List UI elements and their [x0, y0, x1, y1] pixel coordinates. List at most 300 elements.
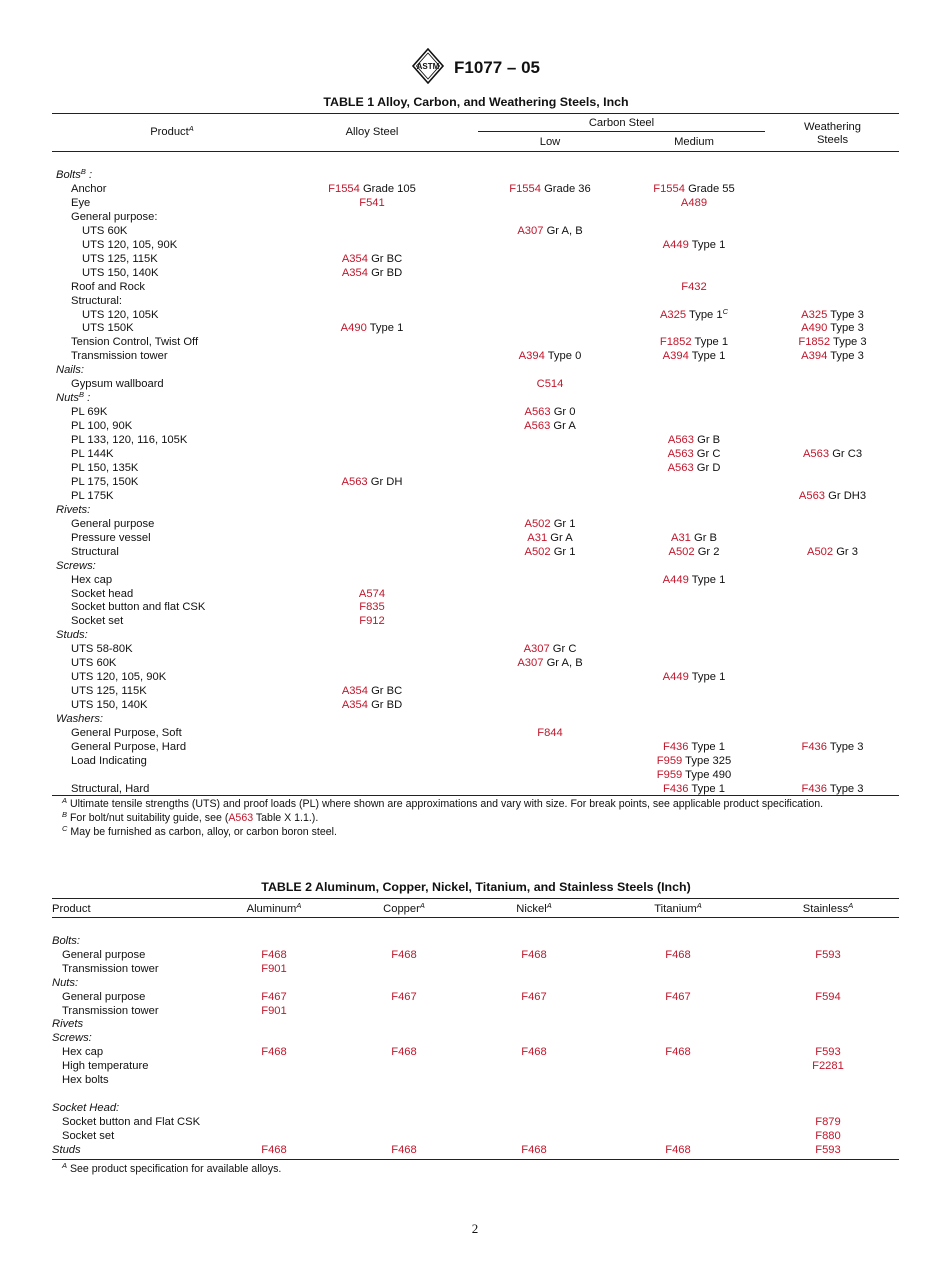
row-label: [71, 656, 116, 670]
table2-top-rule: [52, 898, 899, 899]
row-label: [71, 210, 157, 224]
header-text: Titanium: [654, 903, 697, 915]
spec-link[interactable]: F593: [815, 1143, 841, 1156]
row-label: [71, 517, 154, 531]
spec-link[interactable]: C514: [536, 378, 564, 391]
category-label: [52, 1101, 119, 1115]
spec-cell-alloy: [292, 698, 452, 712]
row-label-text: Studs:: [56, 629, 88, 642]
spec-link[interactable]: F467: [391, 990, 417, 1003]
row-label-text: Tension Control, Twist Off: [71, 336, 199, 349]
spec-cell: [608, 1045, 748, 1059]
row-label-text: Structural:: [71, 294, 122, 307]
spec-cell-alloy: [292, 182, 452, 196]
row-label: [71, 740, 186, 754]
category-label: [52, 1017, 83, 1031]
spec-link[interactable]: A307: [517, 657, 544, 670]
header-text: Copper: [383, 903, 420, 915]
row-label: [71, 182, 106, 196]
spec-cell: [758, 948, 898, 962]
header-product: [52, 125, 292, 139]
spec-note: Type 325: [682, 754, 732, 767]
spec-cell-weathering: [765, 349, 900, 363]
table1-top-rule: [52, 113, 899, 114]
spec-link[interactable]: F879: [815, 1115, 841, 1128]
spec-link[interactable]: A394: [801, 350, 828, 363]
spec-cell-low: [478, 224, 622, 238]
header-text: Nickel: [516, 903, 547, 915]
spec-link[interactable]: F835: [359, 601, 385, 614]
category-label: [52, 976, 78, 990]
spec-note: Gr A, B: [543, 224, 583, 237]
spec-cell: [204, 1143, 344, 1157]
row-label-text: Rivets: [52, 1018, 84, 1031]
spec-cell-medium: [622, 531, 766, 545]
row-label-text: Screws:: [56, 559, 96, 572]
spec-link[interactable]: A563: [228, 811, 254, 824]
header-weathering-steels: Steels: [816, 134, 849, 146]
row-label-text: UTS 125, 115K: [82, 252, 158, 265]
row-label-text: UTS 58-80K: [71, 643, 133, 656]
spec-link[interactable]: F468: [521, 1046, 547, 1059]
spec-link[interactable]: A307: [517, 224, 544, 237]
row-label-text: Socket Head:: [52, 1101, 120, 1114]
spec-link[interactable]: A563: [524, 420, 551, 433]
row-label: [71, 642, 133, 656]
row-label-text: Transmission tower: [62, 962, 159, 975]
footnote-mark: A: [296, 901, 302, 910]
category-label: [52, 934, 80, 948]
footnote-text: See product specification for available alloys.: [67, 1163, 282, 1175]
row-label: [71, 670, 166, 684]
row-label-text: Hex cap: [62, 1046, 104, 1059]
spec-note: Type 3: [827, 740, 864, 753]
spec-note: Gr DH: [367, 475, 403, 488]
category-label: [52, 1143, 81, 1157]
spec-cell: [758, 1045, 898, 1059]
spec-link[interactable]: A502: [524, 517, 551, 530]
spec-note: Type 1: [686, 308, 723, 321]
spec-link[interactable]: F436: [801, 740, 827, 753]
spec-link[interactable]: F594: [815, 990, 841, 1003]
row-label: [62, 948, 145, 962]
footnote-text: Table X 1.1.).: [253, 811, 319, 824]
spec-link[interactable]: A394: [518, 350, 545, 363]
spec-link[interactable]: A563: [667, 448, 694, 460]
spec-cell: [334, 1143, 474, 1157]
spec-link[interactable]: F436: [801, 782, 827, 795]
spec-cell-weathering: [765, 447, 900, 461]
spec-link[interactable]: A563: [341, 475, 368, 488]
spec-link[interactable]: A307: [523, 643, 550, 656]
row-label-text: Pressure vessel: [71, 531, 151, 544]
spec-link[interactable]: F959: [656, 754, 683, 767]
footnote-mark: B: [62, 809, 68, 819]
row-label: [71, 587, 133, 601]
footnote-mark: A: [848, 901, 854, 910]
row-label-text: PL 133, 120, 116, 105K: [71, 434, 188, 447]
row-label-text: General purpose: [62, 948, 146, 961]
footnote-mark: A: [62, 1161, 68, 1170]
spec-link[interactable]: F468: [665, 948, 691, 961]
spec-cell-medium: [622, 182, 766, 196]
spec-link[interactable]: F436: [663, 740, 689, 753]
row-label: [71, 349, 168, 363]
category-label: [56, 391, 90, 405]
table1-title: TABLE 1 Alloy, Carbon, and Weathering Steels, Inch: [323, 95, 629, 109]
spec-link[interactable]: F468: [391, 948, 417, 961]
category-label: [56, 628, 88, 642]
row-label-text: General Purpose, Hard: [71, 740, 187, 753]
spec-note: Gr B: [694, 434, 721, 447]
footnote-mark: A: [696, 901, 702, 910]
row-label-text: Nuts: [56, 392, 80, 405]
spec-note: Gr C3: [829, 448, 863, 460]
row-label: [71, 419, 132, 433]
header-product-text: Product: [150, 126, 189, 138]
footnote-mark: C: [722, 306, 729, 316]
spec-note: Gr 2: [694, 545, 720, 558]
row-label: [71, 573, 112, 587]
row-label-text: Transmission tower: [62, 1004, 159, 1017]
row-label-text: UTS 120, 105K: [82, 308, 159, 321]
row-label: [62, 1004, 159, 1018]
spec-cell: [464, 948, 604, 962]
spec-link[interactable]: F467: [521, 990, 547, 1003]
row-label: [71, 196, 90, 210]
table2-header-rule: [52, 917, 899, 918]
spec-cell-low: [478, 405, 622, 419]
row-label-text: UTS 60K: [82, 224, 128, 237]
category-label: [56, 168, 92, 182]
row-label: [71, 447, 114, 461]
spec-link[interactable]: F468: [261, 948, 287, 961]
row-label-text: Hex cap: [71, 573, 113, 586]
table2-header-titanium: [608, 902, 748, 916]
spec-link[interactable]: A31: [527, 531, 548, 544]
row-label-text: Bolts: [56, 169, 81, 181]
spec-cell-medium: [622, 335, 766, 349]
spec-cell-alloy: [292, 587, 452, 601]
row-label: [71, 377, 164, 391]
spec-link[interactable]: F468: [521, 1143, 547, 1156]
spec-cell-medium: [622, 196, 766, 210]
row-label-text: UTS 60K: [71, 657, 117, 670]
spec-note: Gr A: [547, 531, 573, 544]
spec-link[interactable]: A449: [662, 671, 689, 684]
spec-link[interactable]: F593: [815, 1046, 841, 1059]
spec-note: Type 1: [366, 322, 404, 335]
spec-cell-medium: [622, 768, 766, 782]
row-label-text: Socket button and Flat CSK: [62, 1115, 201, 1128]
row-label: [71, 475, 138, 489]
row-label-text: General Purpose, Soft: [71, 727, 182, 739]
spec-link[interactable]: F1554: [509, 182, 541, 195]
spec-link[interactable]: A489: [680, 196, 708, 209]
row-label: [71, 405, 107, 419]
spec-cell: [204, 948, 344, 962]
row-label-text: PL 175K: [71, 489, 114, 502]
row-label-text: Gypsum wallboard: [71, 378, 164, 391]
spec-cell-weathering: [765, 489, 900, 503]
spec-link[interactable]: F468: [261, 1046, 287, 1059]
spec-cell-alloy: [292, 600, 452, 614]
row-label: [62, 962, 159, 976]
spec-note: Gr DH3: [825, 489, 867, 502]
spec-link[interactable]: F467: [665, 990, 691, 1003]
row-label-text: Socket button and flat CSK: [71, 601, 206, 614]
spec-link[interactable]: F593: [815, 948, 841, 961]
spec-cell: [204, 990, 344, 1004]
spec-cell-medium: [622, 754, 766, 768]
spec-link[interactable]: F901: [261, 962, 287, 975]
spec-cell-alloy: [292, 196, 452, 210]
row-label-text: Screws:: [52, 1032, 92, 1045]
row-label-text: Hex bolts: [62, 1074, 109, 1086]
row-label: [82, 321, 134, 335]
spec-cell: [464, 1143, 604, 1157]
spec-link[interactable]: A354: [341, 699, 368, 712]
spec-link[interactable]: F467: [261, 990, 287, 1003]
spec-cell-weathering: [765, 545, 900, 559]
spec-cell-weathering: [765, 335, 900, 349]
row-label: [62, 1129, 114, 1143]
row-label: [62, 1073, 109, 1087]
spec-link[interactable]: A502: [524, 545, 551, 558]
category-label: [56, 503, 90, 517]
spec-cell-low: [478, 656, 622, 670]
table2-title: TABLE 2 Aluminum, Copper, Nickel, Titanium, and Stainless Steels (Inch): [261, 880, 691, 894]
row-label-text: UTS 150, 140K: [82, 266, 159, 279]
table2-footnote: [62, 1163, 281, 1175]
spec-link[interactable]: A490: [801, 322, 828, 335]
spec-cell-medium: [622, 670, 766, 684]
spec-link[interactable]: F1554: [328, 182, 360, 195]
spec-note: Gr D: [693, 461, 721, 474]
row-label-text: Structural, Hard: [71, 782, 150, 795]
spec-note: Type 3: [827, 350, 864, 363]
spec-note: Gr B: [690, 531, 717, 544]
spec-cell-medium: [622, 349, 766, 363]
spec-cell-low: [478, 419, 622, 433]
row-label: [71, 489, 114, 503]
row-label-text: Rivets:: [56, 503, 91, 516]
spec-link[interactable]: F436: [663, 782, 689, 795]
spec-link[interactable]: F468: [521, 948, 547, 961]
spec-link[interactable]: A574: [358, 587, 386, 600]
spec-cell: [608, 1143, 748, 1157]
row-label-text: Studs: [52, 1143, 81, 1156]
row-label-text: PL 69K: [71, 406, 108, 419]
spec-cell-medium: [622, 238, 766, 252]
row-label-text: Socket set: [71, 615, 124, 628]
spec-link[interactable]: A354: [341, 266, 368, 279]
spec-link[interactable]: F901: [261, 1004, 287, 1017]
row-label-text: Nails:: [56, 364, 84, 377]
spec-cell-low: [478, 377, 622, 391]
spec-cell: [464, 990, 604, 1004]
spec-cell-medium: [622, 447, 766, 461]
astm-logo-icon: [410, 48, 446, 84]
spec-cell-medium: [622, 740, 766, 754]
row-label-text: General purpose: [71, 517, 155, 530]
header-text: Aluminum: [246, 903, 297, 915]
row-label: [71, 433, 187, 447]
row-label-text: PL 100, 90K: [71, 420, 133, 433]
spec-cell-medium: [622, 461, 766, 475]
table1-footnote: [62, 809, 319, 824]
spec-note: Gr C: [549, 643, 577, 656]
spec-link[interactable]: F959: [656, 768, 683, 781]
spec-link[interactable]: F541: [359, 196, 385, 209]
row-label: [71, 461, 138, 475]
spec-note: Type 1: [688, 238, 726, 251]
spec-cell-medium: [622, 573, 766, 587]
spec-link[interactable]: F468: [665, 1046, 691, 1059]
spec-link[interactable]: F468: [391, 1143, 417, 1156]
spec-note: Grade 36: [540, 182, 591, 195]
spec-link[interactable]: A563: [667, 434, 695, 447]
spec-cell: [758, 1059, 898, 1073]
spec-link[interactable]: F912: [359, 615, 385, 628]
spec-cell-low: [478, 182, 622, 196]
row-label-text: Anchor: [71, 182, 107, 195]
spec-cell: [758, 1143, 898, 1157]
row-label: [82, 308, 159, 322]
spec-cell: [464, 1045, 604, 1059]
spec-link[interactable]: A563: [524, 406, 551, 419]
page-number: 2: [471, 1221, 479, 1236]
spec-link[interactable]: A563: [667, 461, 694, 474]
spec-link[interactable]: A31: [670, 531, 691, 544]
spec-link[interactable]: A490: [340, 322, 367, 335]
row-label-text: PL 144K: [71, 448, 114, 460]
footnote-mark: A: [188, 124, 194, 133]
spec-cell: [334, 990, 474, 1004]
row-label-suffix: :: [84, 392, 91, 405]
row-label: [71, 782, 149, 796]
spec-link[interactable]: F2281: [812, 1060, 844, 1073]
spec-cell-medium: [622, 280, 766, 294]
spec-cell: [334, 1045, 474, 1059]
spec-link[interactable]: F468: [261, 1143, 287, 1156]
row-label: [71, 754, 147, 768]
spec-cell-alloy: [292, 614, 452, 628]
category-label: [56, 363, 84, 377]
table2-header-copper: [334, 902, 474, 916]
spec-link[interactable]: A354: [341, 685, 368, 698]
spec-link[interactable]: F1852: [659, 336, 692, 349]
spec-cell-medium: [622, 782, 766, 796]
spec-link[interactable]: F880: [815, 1129, 841, 1142]
spec-note: Type 3: [827, 308, 864, 321]
spec-link[interactable]: A394: [662, 350, 689, 363]
spec-note: Grade 105: [359, 182, 416, 195]
spec-cell-weathering: [765, 321, 900, 335]
spec-note: Gr BC: [367, 685, 403, 698]
row-label: [62, 1045, 103, 1059]
row-label: [71, 545, 119, 559]
row-label: [71, 294, 122, 308]
footnote-text: For bolt/nut suitability guide, see (: [67, 811, 229, 824]
spec-cell-low: [478, 726, 622, 740]
row-label-text: UTS 150K: [82, 322, 134, 335]
row-label: [71, 600, 205, 614]
row-label: [71, 531, 151, 545]
spec-note: Gr BD: [367, 699, 403, 712]
row-label-text: High temperature: [62, 1060, 149, 1073]
header-text: Stainless: [802, 903, 849, 915]
spec-note: Type 0: [544, 350, 582, 363]
spec-cell: [204, 962, 344, 976]
spec-note: Gr A, B: [543, 657, 583, 670]
row-label: [62, 1115, 200, 1129]
spec-note: Gr C: [693, 448, 721, 460]
row-label-text: UTS 125, 115K: [71, 685, 147, 698]
spec-cell: [608, 948, 748, 962]
row-label-text: Structural: [71, 545, 119, 558]
spec-cell: [758, 1129, 898, 1143]
table2-header-aluminum: [204, 902, 344, 916]
spec-link[interactable]: A563: [802, 448, 830, 460]
spec-link[interactable]: A354: [341, 252, 368, 265]
spec-note: Type 1: [688, 782, 725, 795]
table1-footnote: [62, 823, 337, 838]
spec-link[interactable]: A563: [798, 489, 826, 502]
spec-link[interactable]: F1554: [653, 182, 685, 195]
spec-link[interactable]: A449: [662, 573, 689, 586]
spec-link[interactable]: A449: [662, 238, 689, 251]
spec-link[interactable]: F1852: [798, 336, 831, 349]
footnote-mark: A: [546, 901, 552, 910]
page-header: [0, 48, 950, 84]
footnote-text: May be furnished as carbon, alloy, or carbon boron steel.: [67, 825, 337, 838]
spec-cell: [204, 1004, 344, 1018]
spec-link[interactable]: A325: [659, 308, 687, 321]
spec-link[interactable]: A502: [668, 545, 695, 558]
row-label-text: Socket head: [71, 587, 134, 600]
row-label-text: Roof and Rock: [71, 280, 146, 293]
spec-cell: [758, 1115, 898, 1129]
spec-note: Type 3: [827, 322, 864, 335]
spec-link[interactable]: F844: [537, 727, 563, 739]
spec-link[interactable]: F468: [391, 1046, 417, 1059]
spec-cell-alloy: [292, 266, 452, 280]
row-label-suffix: :: [85, 169, 93, 181]
row-label: [71, 614, 123, 628]
spec-note: Gr 1: [550, 545, 576, 558]
row-label: [82, 252, 158, 266]
spec-link[interactable]: F468: [665, 1143, 691, 1156]
row-label-text: UTS 120, 105, 90K: [71, 671, 167, 684]
spec-note: Gr 0: [550, 406, 576, 419]
table2-header-nickel: [464, 902, 604, 916]
spec-link[interactable]: A502: [806, 545, 834, 558]
row-label: [71, 280, 145, 294]
spec-note: Gr BD: [367, 266, 403, 279]
row-label-text: UTS 150, 140K: [71, 699, 148, 712]
spec-link[interactable]: A325: [801, 308, 828, 321]
spec-note: Type 1: [688, 350, 726, 363]
footnote-mark: A: [419, 901, 425, 910]
spec-note: Type 1: [688, 671, 726, 684]
document-designation: F1077 – 05: [454, 58, 541, 77]
spec-link[interactable]: F432: [681, 280, 707, 293]
spec-cell-low: [478, 642, 622, 656]
spec-note: Gr A: [550, 420, 576, 433]
row-label: [62, 1059, 148, 1073]
row-label-text: PL 175, 150K: [71, 475, 139, 488]
